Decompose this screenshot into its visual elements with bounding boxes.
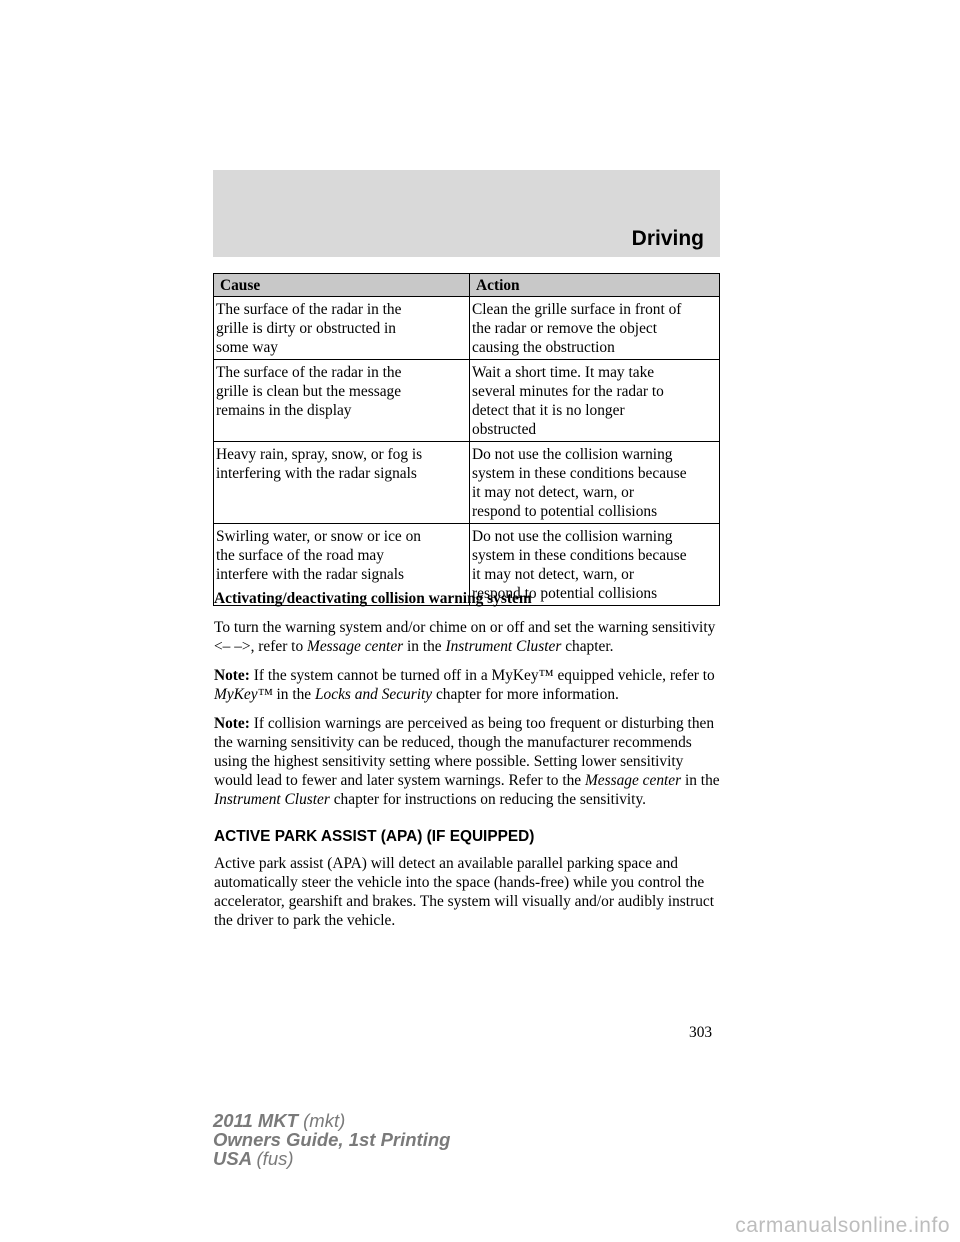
table-header-row <box>214 274 720 297</box>
column-header-action: Action <box>470 274 720 297</box>
heading-active-park-assist: ACTIVE PARK ASSIST (APA) (IF EQUIPPED) <box>214 828 535 845</box>
section-header-band <box>213 170 720 257</box>
action-cell: Do not use the collision warning system in these conditions because it may not detect, warn, or respond to potential collisions <box>470 524 720 606</box>
action-cell: Do not use the collision warning system in these conditions because it may not detect, warn, or respond to potential collisions <box>470 442 720 524</box>
note-mykey: Note: If the system cannot be turned off in a MyKey™ equipped vehicle, refer to MyKey™ in the Locks and Security chapter for more information. <box>214 667 715 703</box>
cause-cell: Heavy rain, spray, snow, or fog is interfering with the radar signals <box>214 442 470 524</box>
note-sensitivity: Note: If collision warnings are perceived as being too frequent or disturbing then the warning sensitivity can be reduced, though the manufacturer recommends using the highest sensitivity setting where possible. Setting lower sensitivity would lead to fewer and later system warnings. Refer to the Message center in the Instrument Cluster chapter for instructions on reducing the sensitivity. <box>214 715 720 808</box>
cause-cell: Swirling water, or snow or ice on the surface of the road may interfere with the radar signals <box>214 524 470 606</box>
cause-cell: The surface of the radar in the grille is clean but the message remains in the display <box>214 360 470 442</box>
action-cell: Wait a short time. It may take several minutes for the radar to detect that it is no longer obstructed <box>470 360 720 442</box>
watermark: carmanualsonline.info <box>735 1214 950 1237</box>
column-header-cause: Cause <box>214 274 470 297</box>
footer-line-model: 2011 MKT (mkt) <box>213 1110 346 1131</box>
footer-print-info <box>213 1111 450 1168</box>
paragraph-activation: To turn the warning system and/or chime on or off and set the warning sensitivity <– –>, refer to Message center in the Instrument Cluster chapter. <box>214 619 716 655</box>
note-label: Note: <box>214 667 250 684</box>
body-text <box>214 589 724 940</box>
crossref-message-center: Message center <box>307 638 404 655</box>
crossref-instrument-cluster: Instrument Cluster <box>445 638 562 655</box>
crossref-message-center: Message center <box>584 772 682 789</box>
table-row <box>214 360 720 442</box>
cause-cell: The surface of the radar in the grille is dirty or obstructed in some way <box>214 297 470 360</box>
page-number: 303 <box>689 1024 713 1041</box>
table-row <box>214 442 720 524</box>
crossref-locks-security: Locks and Security <box>315 686 433 703</box>
footer-line-region: USA (fus) <box>213 1148 294 1169</box>
cause-action-table <box>213 273 720 606</box>
subheading-collision-warning: Activating/deactivating collision warning system <box>214 590 532 607</box>
section-title: Driving <box>631 227 704 250</box>
crossref-instrument-cluster: Instrument Cluster <box>214 791 330 808</box>
footer-line-guide: Owners Guide, 1st Printing <box>213 1129 451 1150</box>
note-label: Note: <box>214 715 250 732</box>
crossref-mykey: MyKey™ <box>214 686 273 703</box>
action-cell: Clean the grille surface in front of the radar or remove the object causing the obstruction <box>470 297 720 360</box>
table-row <box>214 297 720 360</box>
paragraph-active-park-assist: Active park assist (APA) will detect an available parallel parking space and automatically steer the vehicle into the space (hands-free) while you control the accelerator, gearshift and brakes. The system will visually and/or audibly instruct the driver to park the vehicle. <box>214 855 714 929</box>
